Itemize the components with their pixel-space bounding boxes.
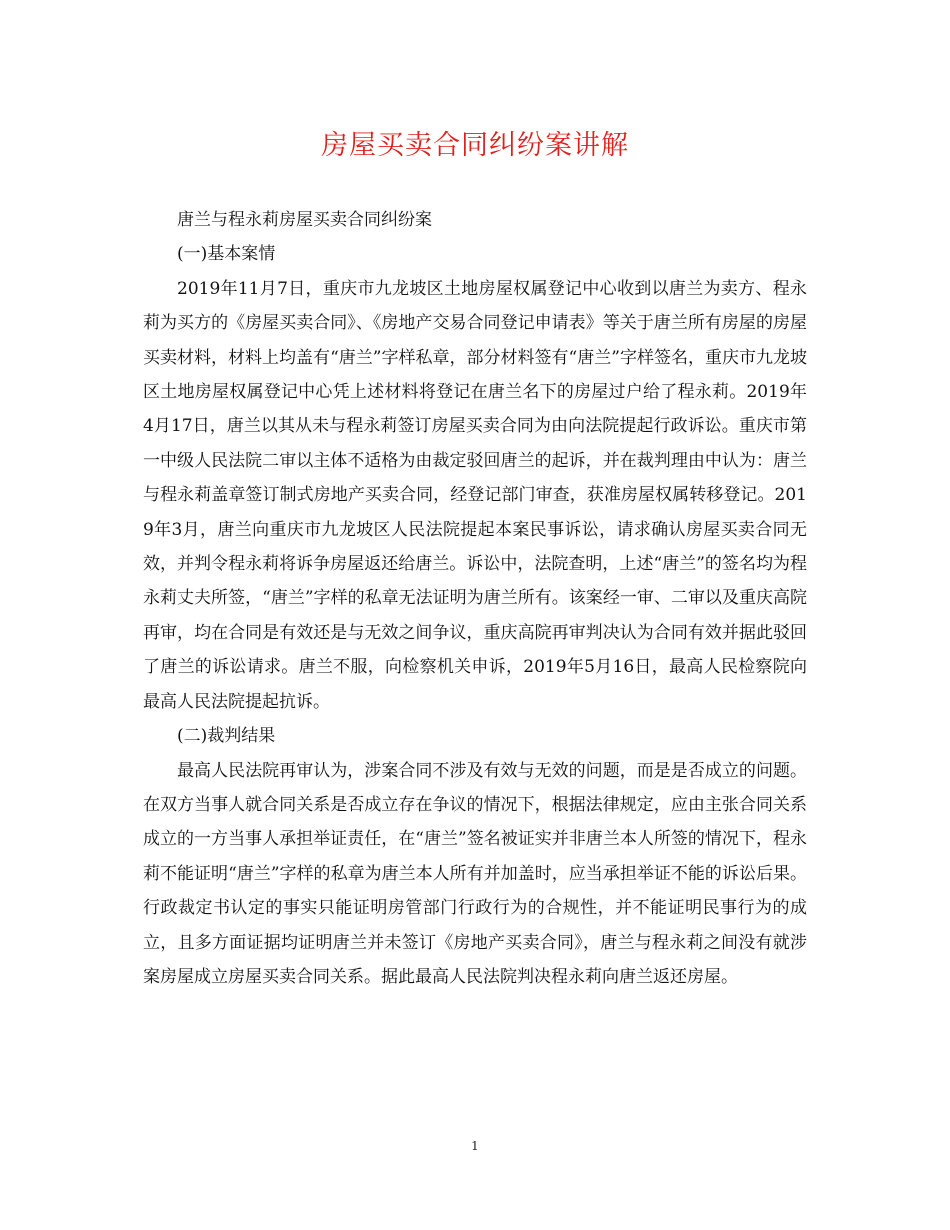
basic-facts-paragraph: 2019年11月7日，重庆市九龙坡区土地房屋权属登记中心收到以唐兰为卖方、程永莉为买方的《房屋买卖合同》、《房地产交易合同登记申请表》等关于唐兰所有房屋的房屋买卖材料，材料上均盖有“唐兰”字样私章，部分材料签有“唐兰”字样签名，重庆市九龙坡区土地房屋权属登记中心凭上述材料将登记在唐兰名下的房屋过户给了程永莉。2019年4月17日，唐兰以其从未与程永莉签订房屋买卖合同为由向法院提起行政诉讼。重庆市第一中级人民法院二审以主体不适格为由裁定驳回唐兰的起诉，并在裁判理由中认为：唐兰与程永莉盖章签订制式房地产买卖合同，经登记部门审查，获准房屋权属转移登记。2019年3月，唐兰向重庆市九龙坡区人民法院提起本案民事诉讼，请求确认房屋买卖合同无效，并判令程永莉将诉争房屋返还给唐兰。诉讼中，法院查明，上述“唐兰”的签名均为程永莉丈夫所签，“唐兰”字样的私章无法证明为唐兰所有。该案经一审、二审以及重庆高院再审，均在合同是有效还是与无效之间争议，重庆高院再审判决认为合同有效并据此驳回了唐兰的诉讼请求。唐兰不服，向检察机关申诉，2019年5月16日，最高人民检察院向最高人民法院提起抗诉。 [143, 278, 807, 712]
section-heading-judgment: (二)裁判结果 [177, 726, 276, 747]
page-number: 1 [471, 1139, 479, 1153]
document-body [143, 203, 807, 994]
case-heading: 唐兰与程永莉房屋买卖合同纠纷案 [177, 210, 432, 230]
judgment-paragraph: 最高人民法院再审认为，涉案合同不涉及有效与无效的问题，而是是否成立的问题。在双方当事人就合同关系是否成立存在争议的情况下，根据法律规定，应由主张合同关系成立的一方当事人承担举证责任，在“唐兰”签名被证实并非唐兰本人所签的情况下，程永莉不能证明“唐兰”字样的私章为唐兰本人所有并加盖时，应当承担举证不能的诉讼后果。行政裁定书认定的事实只能证明房管部门行政行为的合规性，并不能证明民事行为的成立，且多方面证据均证明唐兰并未签订《房地产买卖合同》，唐兰与程永莉之间没有就涉案房屋成立房屋买卖合同关系。据此最高人民法院判决程永莉向唐兰返还房屋。 [143, 760, 807, 987]
section-heading-basic-facts: (一)基本案情 [177, 244, 276, 265]
document-title: 房屋买卖合同纠纷案讲解 [321, 130, 629, 161]
